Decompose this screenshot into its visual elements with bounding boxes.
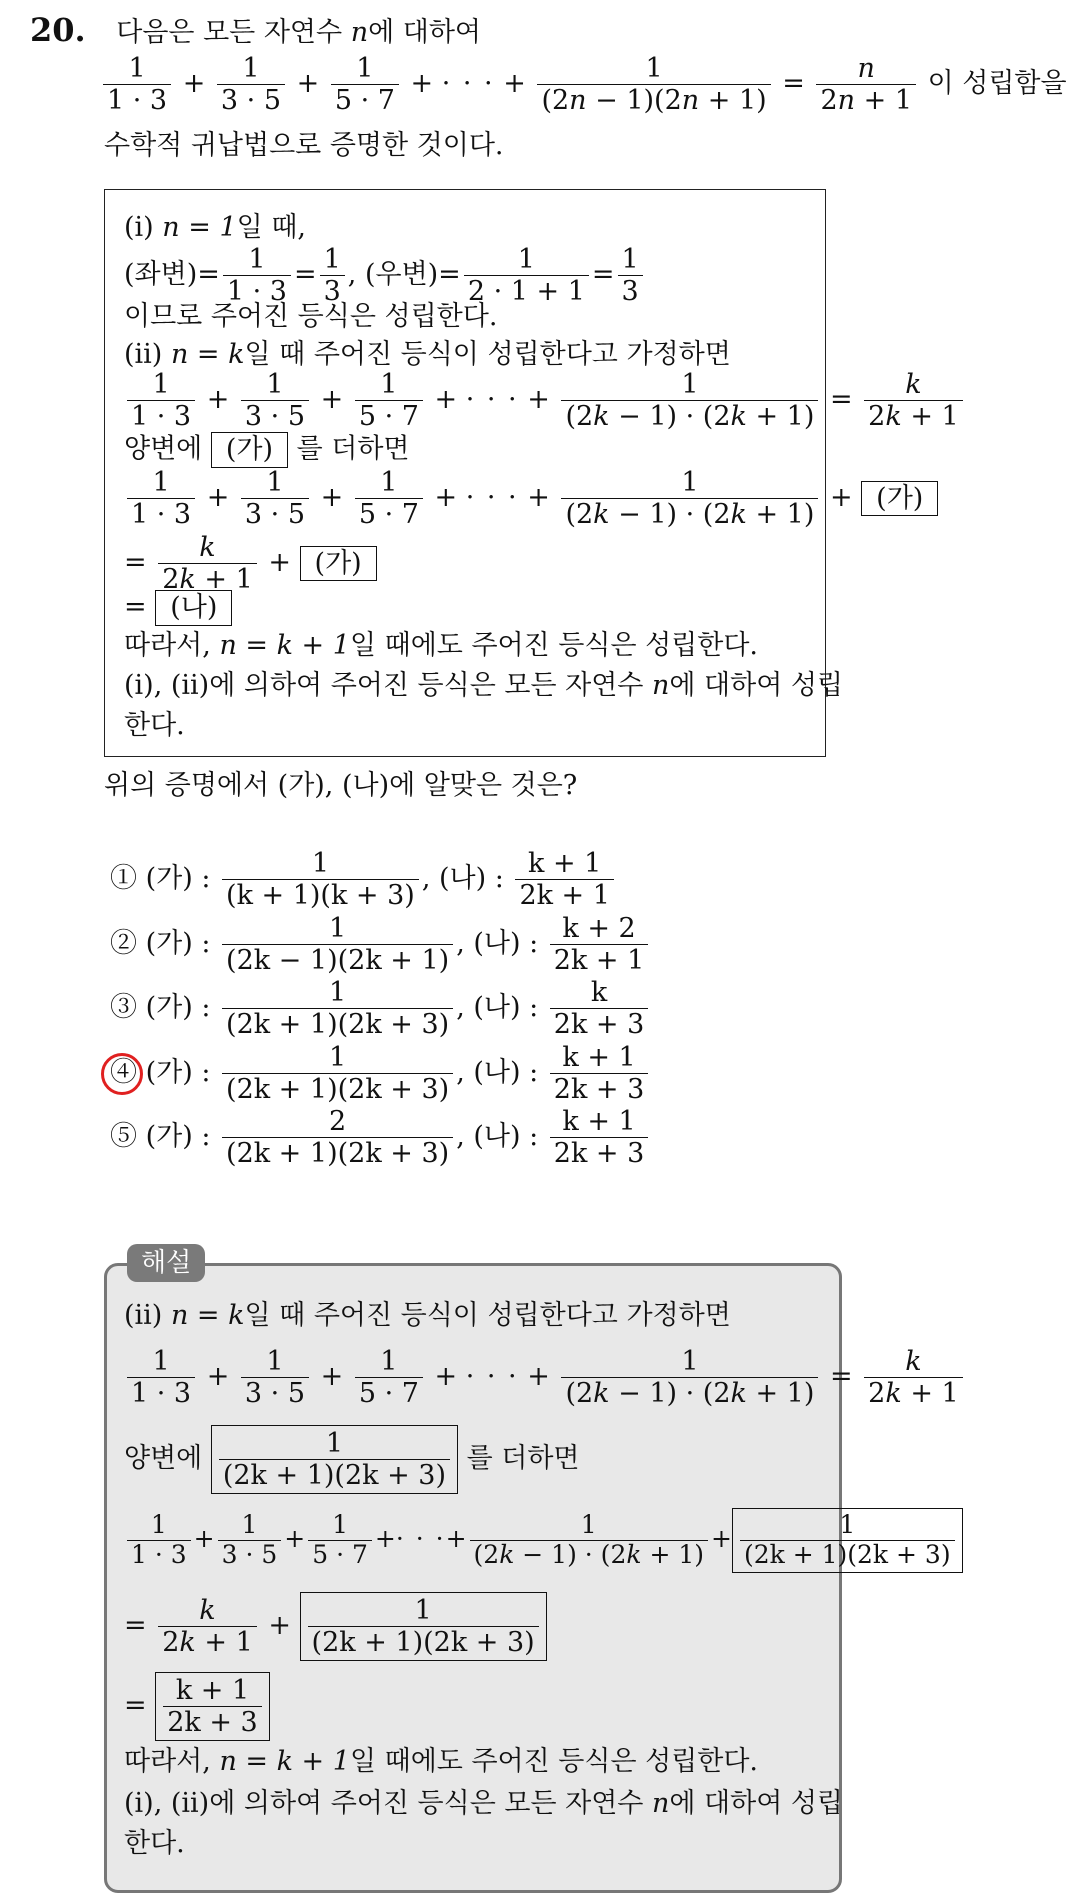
solution-add-line: 양변에 $\frac{1}{(2k + 1)(2k + 3)}$ 를 더하면 [124, 1425, 580, 1494]
solution-badge: 해설 [127, 1244, 205, 1282]
proof-conclusion2: (i), (ii)에 의하여 주어진 등식은 모든 자연수 n에 대하여 성립 [124, 670, 844, 701]
solution-equals2: = $\frac{k + 1}{2k + 3}$ [124, 1672, 270, 1741]
solution-conclusion2: (i), (ii)에 의하여 주어진 등식은 모든 자연수 n에 대하여 성립 [124, 1788, 844, 1819]
ga-box: (가) [300, 546, 377, 582]
proof-step-equals1: = $\frac{k}{2k + 1}$ + (가) [124, 532, 377, 595]
choice-5[interactable]: ⑤ (가) : $\frac{2}{(2k + 1)(2k + 3)}$ , (나) : $\frac{k + 1}{2k + 3}$ [110, 1106, 651, 1169]
question-number: 20. [30, 11, 86, 49]
ga-box: (가) [211, 432, 288, 468]
question-line3: 수학적 귀납법으로 증명한 것이다. [104, 130, 504, 161]
choice-2[interactable]: ② (가) : $\frac{1}{(2k - 1)(2k + 1)}$ , (나) : $\frac{k + 2}{2k + 1}$ [110, 913, 651, 976]
choice-3[interactable]: ③ (가) : $\frac{1}{(2k + 1)(2k + 3)}$ , (나) : $\frac{k}{2k + 3}$ [110, 977, 651, 1040]
proof-hypothesis: $\frac{1}{1 \cdot 3}$ + $\frac{1}{3 \cdot 5}$ + $\frac{1}{5 \cdot 7}$ + · · · + $\frac{1}{(2k - 1) \cdot (2k + 1)}$ = $\frac{k}{2k + 1}$ [124, 369, 966, 432]
choice-4[interactable]: ④ (가) : $\frac{1}{(2k + 1)(2k + 3)}$ , (나) : $\frac{k + 1}{2k + 3}$ [110, 1042, 651, 1105]
solution-ga-box: $\frac{1}{(2k + 1)(2k + 3)}$ [211, 1425, 458, 1494]
proof-conclusion3: 한다. [124, 710, 185, 741]
proof-base-case: (좌변)= $\frac{1}{1 \cdot 3}$ = $\frac{1}{3}$ , (우변)= $\frac{1}{2 \cdot 1 + 1}$ = $\frac{1}{3}$ [124, 244, 646, 307]
main-equation: $\frac{1}{1 \cdot 3}$ + $\frac{1}{3 \cdot 5}$ + $\frac{1}{5 \cdot 7}$ + · · · + $\frac{1}{(2n - 1)(2n + 1)}$ = $\frac{n}{2n + 1}$ 이 성립함을 [100, 53, 1067, 116]
question-intro: 다음은 모든 자연수 [116, 17, 343, 48]
na-box: (나) [155, 590, 232, 626]
solution-sum-line: $\frac{1}{1 \cdot 3}$ + $\frac{1}{3 \cdot 5}$ + $\frac{1}{5 \cdot 7}$ +· · ·+ $\frac{1}{(2k - 1) \cdot (2k + 1)}$ + $\frac{1}{(2k + 1)(2k + 3)}$ [124, 1508, 963, 1573]
solution-hypothesis: $\frac{1}{1 \cdot 3}$ + $\frac{1}{3 \cdot 5}$ + $\frac{1}{5 \cdot 7}$ + · · · + $\frac{1}{(2k - 1) \cdot (2k + 1)}$ = $\frac{k}{2k + 1}$ [124, 1346, 966, 1409]
proof-step-equals2: = (나) [124, 590, 232, 626]
solution-conclusion1: 따라서, n = k + 1일 때에도 주어진 등식은 성립한다. [124, 1746, 759, 1777]
question-header: 20. 다음은 모든 자연수 n에 대하여 [30, 11, 481, 49]
proof-conclusion1: 따라서, n = k + 1일 때에도 주어진 등식은 성립한다. [124, 630, 759, 661]
solution-conclusion3: 한다. [124, 1828, 185, 1859]
solution-na-box: $\frac{k + 1}{2k + 3}$ [155, 1672, 270, 1741]
proof-sum-line: $\frac{1}{1 \cdot 3}$ + $\frac{1}{3 \cdot 5}$ + $\frac{1}{5 \cdot 7}$ + · · · + $\frac{1}{(2k - 1) \cdot (2k + 1)}$ + (가) [124, 467, 938, 530]
proof-step2: (ii) n = k일 때 주어진 등식이 성립한다고 가정하면 [124, 339, 731, 370]
question-eq-tail: 이 성립함을 [927, 68, 1067, 100]
solution-step2: (ii) n = k일 때 주어진 등식이 성립한다고 가정하면 [124, 1300, 731, 1331]
solution-ga-box: $\frac{1}{(2k + 1)(2k + 3)}$ [300, 1592, 547, 1661]
question-prompt: 위의 증명에서 (가), (나)에 알맞은 것은? [104, 770, 578, 801]
proof-add-line: 양변에 (가) 를 더하면 [124, 432, 410, 468]
proof-step1: (i) n = 1일 때, [124, 212, 306, 243]
proof-step1-conclusion: 이므로 주어진 등식은 성립한다. [124, 301, 498, 332]
solution-ga-box: $\frac{1}{(2k + 1)(2k + 3)}$ [732, 1508, 963, 1573]
choice-1[interactable]: ① (가) : $\frac{1}{(k + 1)(k + 3)}$ , (나) : $\frac{k + 1}{2k + 1}$ [110, 848, 617, 911]
ga-box: (가) [861, 481, 938, 517]
solution-equals1: = $\frac{k}{2k + 1}$ + $\frac{1}{(2k + 1)(2k + 3)}$ [124, 1592, 547, 1661]
